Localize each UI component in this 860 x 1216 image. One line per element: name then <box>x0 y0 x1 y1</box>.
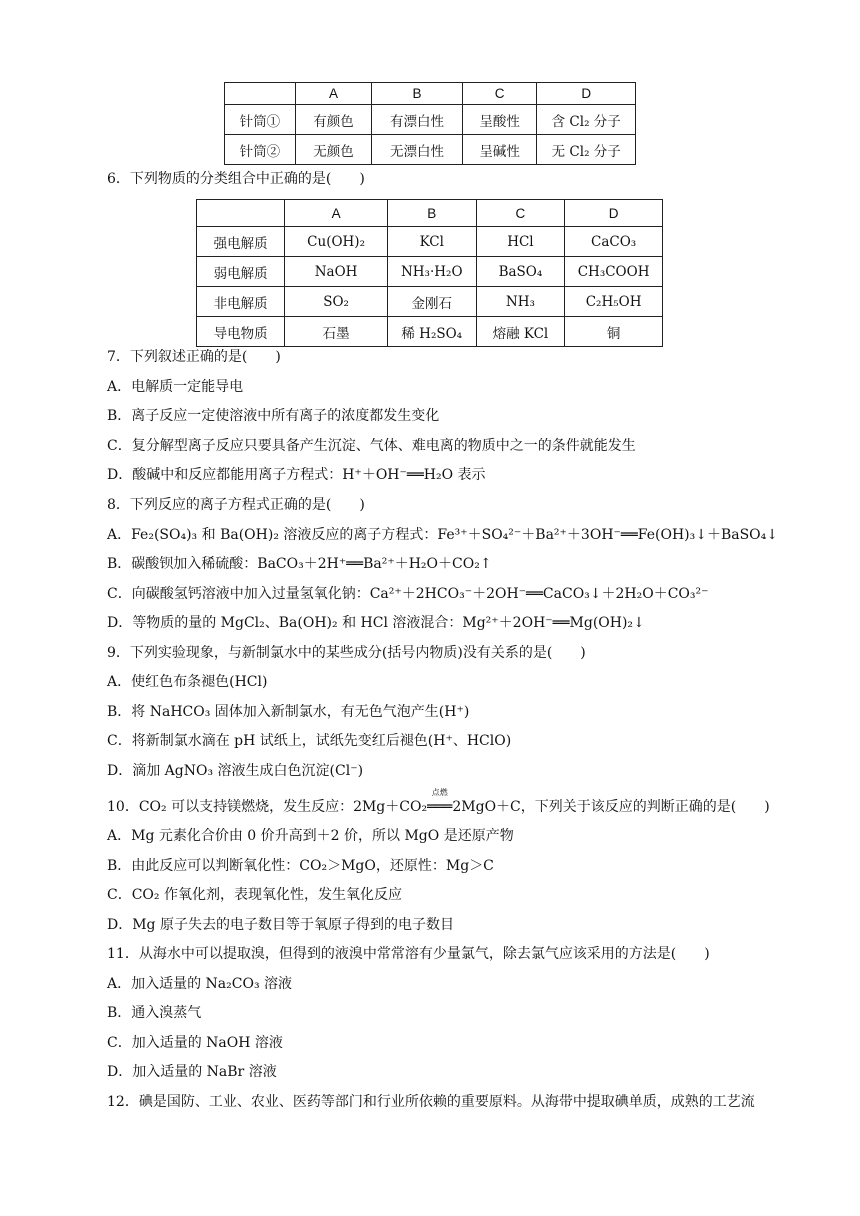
table-header-cell: D <box>565 200 663 227</box>
table-header-cell: C <box>476 200 565 227</box>
table-cell: 石墨 <box>285 317 388 347</box>
question-12-stem: 12．碘是国防、工业、农业、医药等部门和行业所依赖的重要原料。从海带中提取碘单质，成熟的工艺流 <box>107 1094 755 1110</box>
reaction-condition-arrow <box>427 788 453 817</box>
table-cell: Cu(OH)₂ <box>285 227 388 257</box>
table-cell: 无漂白性 <box>372 135 463 165</box>
question-7-stem: 7．下列叙述正确的是( ) <box>107 349 281 365</box>
question-11-option-b: B．通入溴蒸气 <box>107 1005 202 1021</box>
syringe-comparison-table <box>224 82 636 165</box>
table-cell: CaCO₃ <box>565 227 663 257</box>
question-8-option-b: B．碳酸钡加入稀硫酸：BaCO₃＋2H⁺══Ba²⁺＋H₂O＋CO₂↑ <box>107 556 492 572</box>
table-header-cell: A <box>295 83 372 105</box>
table-row <box>197 317 663 347</box>
reaction-equals-sign: ═══ <box>427 799 453 815</box>
table-cell: 呈酸性 <box>462 105 537 135</box>
table-header-cell: B <box>387 200 476 227</box>
question-9-option-c: C．将新制氯水滴在 pH 试纸上，试纸先变红后褪色(H⁺、HClO) <box>107 733 512 749</box>
table-cell: 稀 H₂SO₄ <box>387 317 476 347</box>
table-cell: 呈碱性 <box>462 135 537 165</box>
table-cell: C₂H₅OH <box>565 287 663 317</box>
table-cell: NH₃ <box>476 287 565 317</box>
table-cell: 无 Cl₂ 分子 <box>537 135 636 165</box>
question-11-option-a: A．加入适量的 Na₂CO₃ 溶液 <box>107 976 293 992</box>
table-row <box>197 257 663 287</box>
question-9-option-b: B．将 NaHCO₃ 固体加入新制氯水，有无色气泡产生(H⁺) <box>107 704 470 720</box>
question-11-option-d: D．加入适量的 NaBr 溶液 <box>107 1064 277 1080</box>
question-8-option-d: D．等物质的量的 MgCl₂、Ba(OH)₂ 和 HCl 溶液混合：Mg²⁺＋2OH⁻══Mg(OH)₂↓ <box>107 615 645 631</box>
table-cell: 有漂白性 <box>372 105 463 135</box>
table-header-cell <box>197 200 285 227</box>
table-cell: 含 Cl₂ 分子 <box>537 105 636 135</box>
question-9-option-a: A．使红色布条褪色(HCl) <box>107 674 268 690</box>
table-header-cell: A <box>285 200 388 227</box>
classification-table <box>196 199 663 347</box>
table-cell: HCl <box>476 227 565 257</box>
table-cell: BaSO₄ <box>476 257 565 287</box>
table-cell: 针筒① <box>225 105 296 135</box>
table-cell: 无颜色 <box>295 135 372 165</box>
table-cell: 熔融 KCl <box>476 317 565 347</box>
question-10-option-a: A．Mg 元素化合价由 0 价升高到＋2 价，所以 MgO 是还原产物 <box>107 828 514 844</box>
table-header-cell: D <box>537 83 636 105</box>
question-10-option-d: D．Mg 原子失去的电子数目等于氧原子得到的电子数目 <box>107 917 454 933</box>
table-cell: 有颜色 <box>295 105 372 135</box>
question-10-option-c: C．CO₂ 作氧化剂，表现氧化性，发生氧化反应 <box>107 887 402 903</box>
table-row <box>225 105 636 135</box>
table-cell: 铜 <box>565 317 663 347</box>
table-cell: CH₃COOH <box>565 257 663 287</box>
table-cell: 强电解质 <box>197 227 285 257</box>
table-cell: 导电物质 <box>197 317 285 347</box>
table-header-row <box>225 83 636 105</box>
table-row <box>225 135 636 165</box>
question-10-stem <box>107 788 770 817</box>
question-7-option-a: A．电解质一定能导电 <box>107 379 244 395</box>
question-10-stem-end: 2MgO＋C，下列关于该反应的判断正确的是( ) <box>452 799 770 815</box>
question-10-option-b: B．由此反应可以判断氧化性：CO₂＞MgO，还原性：Mg＞C <box>107 858 494 874</box>
question-11-option-c: C．加入适量的 NaOH 溶液 <box>107 1035 283 1051</box>
table-header-row <box>197 200 663 227</box>
table-cell: KCl <box>387 227 476 257</box>
question-8-option-c: C．向碳酸氢钙溶液中加入过量氢氧化钠：Ca²⁺＋2HCO₃⁻＋2OH⁻══CaCO₃↓＋2H₂O＋CO₃²⁻ <box>107 586 709 602</box>
table-cell: 弱电解质 <box>197 257 285 287</box>
question-10-stem-start: 10．CO₂ 可以支持镁燃烧，发生反应：2Mg＋CO₂ <box>107 799 428 815</box>
question-11-stem: 11．从海水中可以提取溴，但得到的液溴中常常溶有少量氯气，除去氯气应该采用的方法是( ) <box>107 946 710 962</box>
table-cell: 非电解质 <box>197 287 285 317</box>
question-8-stem: 8．下列反应的离子方程式正确的是( ) <box>107 497 365 513</box>
question-6-stem: 6．下列物质的分类组合中正确的是( ) <box>107 171 365 187</box>
table-header-cell: B <box>372 83 463 105</box>
table-header-cell <box>225 83 296 105</box>
table-cell: SO₂ <box>285 287 388 317</box>
question-7-option-d: D．酸碱中和反应都能用离子方程式：H⁺＋OH⁻══H₂O 表示 <box>107 467 486 483</box>
reaction-condition-label: 点燃 <box>431 788 448 797</box>
table-header-cell: C <box>462 83 537 105</box>
table-cell: 金刚石 <box>387 287 476 317</box>
table-cell: 针筒② <box>225 135 296 165</box>
table-cell: NaOH <box>285 257 388 287</box>
table-cell: NH₃·H₂O <box>387 257 476 287</box>
question-7-option-c: C．复分解型离子反应只要具备产生沉淀、气体、难电离的物质中之一的条件就能发生 <box>107 438 636 454</box>
question-7-option-b: B．离子反应一定使溶液中所有离子的浓度都发生变化 <box>107 408 440 424</box>
table-row <box>197 227 663 257</box>
question-9-stem: 9．下列实验现象，与新制氯水中的某些成分(括号内物质)没有关系的是( ) <box>107 645 586 661</box>
question-8-option-a: A．Fe₂(SO₄)₃ 和 Ba(OH)₂ 溶液反应的离子方程式：Fe³⁺＋SO₄²⁻＋Ba²⁺＋3OH⁻══Fe(OH)₃↓＋BaSO₄↓ <box>107 527 779 543</box>
question-9-option-d: D．滴加 AgNO₃ 溶液生成白色沉淀(Cl⁻) <box>107 763 364 779</box>
table-row <box>197 287 663 317</box>
